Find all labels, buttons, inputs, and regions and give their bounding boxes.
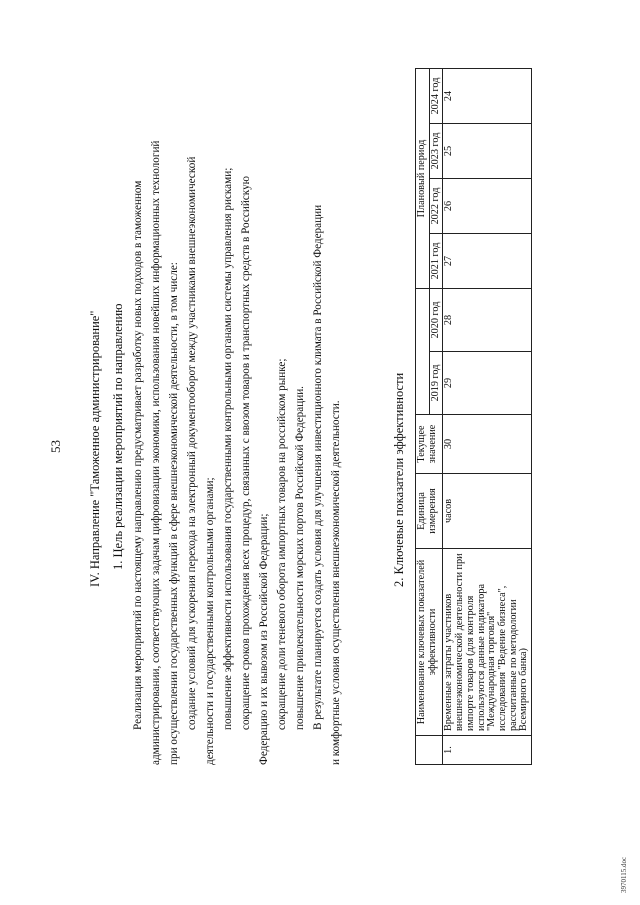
row-value-cell: 29 [443, 352, 532, 415]
row-unit-cell: часов [443, 474, 532, 549]
page-number: 53 [48, 440, 63, 453]
header-current-cell: Текущее значение [416, 415, 443, 474]
header-number-cell [416, 736, 443, 765]
paragraph-line: сокращение сроков прохождения всех процедур, связанных с ввозом товаров и транспортных средств в Российскую [240, 175, 252, 730]
subsection-title-kpi: 2. Ключевые показатели эффективности [392, 372, 406, 587]
paragraph-line: Федерацию и их вывозом из Российской Федерации; [258, 513, 270, 765]
header-year: 2024 год [429, 69, 443, 124]
paragraph-line: деятельности и государственными контрольными органами; [204, 477, 216, 765]
paragraph-line: повышение привлекательности морских портов Российской Федерации. [294, 386, 306, 730]
header-planning-period: Плановый период [416, 69, 430, 289]
row-value-cell: 26 [443, 179, 532, 234]
table-header-row [416, 69, 430, 765]
table-row [443, 69, 532, 765]
header-name-cell: Наименование ключевых показателей эффективности [416, 549, 443, 736]
header-spacer-cell [416, 289, 430, 415]
paragraph-line: и комфортные условия осуществления внешнеэкономической деятельности. [330, 400, 342, 765]
paragraph-line: сокращение доли теневого оборота импортных товаров на российском рынке; [276, 358, 288, 730]
row-value-cell: 24 [443, 69, 532, 124]
header-year: 2021 год [429, 234, 443, 289]
footer-file-code: 3970115.doc [620, 856, 628, 893]
row-value-cell: 25 [443, 124, 532, 179]
row-number-cell: 1. [443, 736, 532, 765]
section-title: IV. Направление "Таможенное администрирование" [88, 310, 102, 587]
header-year: 2019 год [429, 352, 443, 415]
paragraph-line: создание условий для ускорения перехода на электронный документооборот между участниками внешнеэкономической [186, 156, 198, 730]
paragraph-line: В результате планируется создать условия для улучшения инвестиционного климата в Российской Федерации [312, 204, 324, 730]
subsection-title-goal: 1. Цель реализации мероприятий по направлению [111, 303, 125, 570]
header-year: 2022 год [429, 179, 443, 234]
paragraph-line: Реализация мероприятий по настоящему направлению предусматривает разработку новых подходов в таможенном [132, 180, 144, 730]
paragraph-line: повышение эффективности использования государственными контрольными органами системы управления рисками; [222, 167, 234, 730]
paragraph-line: администрировании, соответствующих задачам цифровизации экономики, использования новейших информационных технологий [150, 140, 162, 765]
row-value-cell: 28 [443, 289, 532, 352]
header-year: 2023 год [429, 124, 443, 179]
paragraph-line: при осуществлении государственных функций в сфере внешнеэкономической деятельности, в том числе: [168, 262, 180, 765]
row-name-cell: Временные затраты участников внешнеэкономической деятельности при импорте товаров (для контроля используются данные индикатора "Международная торговля" исследования "Ведение бизнеса", рассчитанные по методологии Всемирного банка) [443, 549, 532, 736]
kpi-table [415, 68, 532, 765]
header-year: 2020 год [429, 289, 443, 352]
header-unit-cell: Единица измерения [416, 474, 443, 549]
row-value-cell: 27 [443, 234, 532, 289]
row-current-cell: 30 [443, 415, 532, 474]
